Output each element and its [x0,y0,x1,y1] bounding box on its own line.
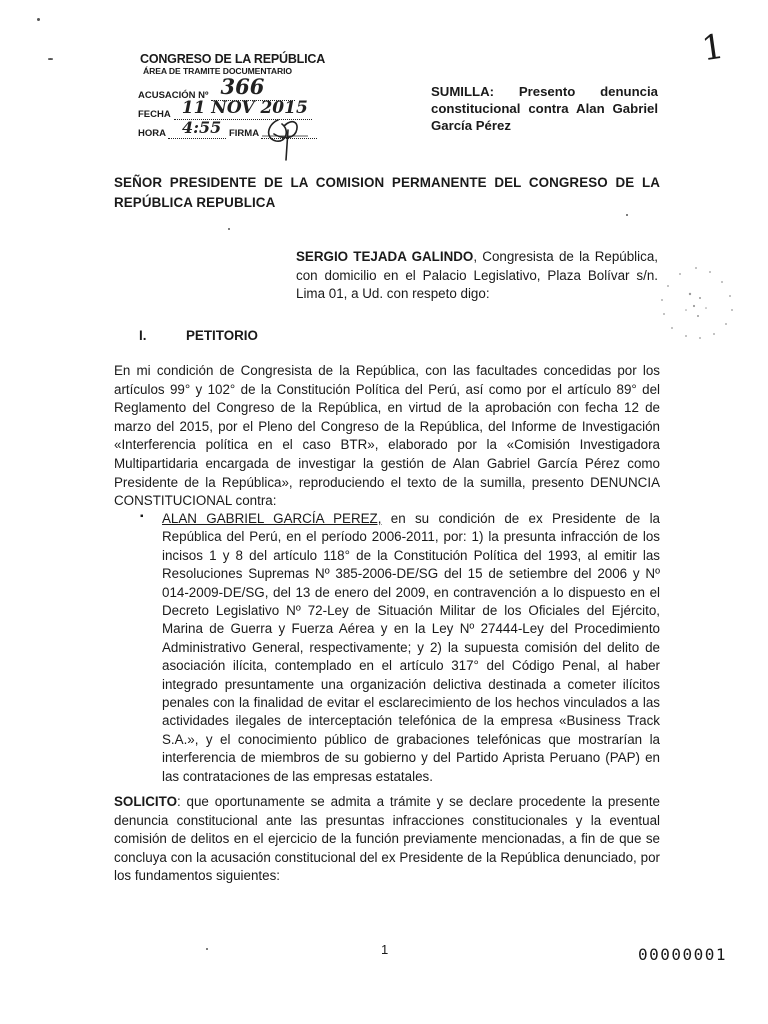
document-serial: 00000001 [638,945,728,964]
sender-intro [296,248,658,304]
faint-seal [650,258,742,348]
stamp-acusacion-value: 366 [220,74,265,99]
handwritten-page-mark: 1 [699,26,727,70]
sumilla-label: SUMILLA: [431,84,494,99]
section-title: PETITORIO [186,328,258,343]
bullet-marker: ▪ [140,511,144,522]
petitorio-paragraph: En mi condición de Congresista de la República, con las facultades concedidas por los artículos 99° y 102° de la Constitución Política del Perú, así como por el artículo 89° del Reglamento del Congreso de la República, en virtud de la aprobación con fecha 12 de marzo del 2015, por el Pleno del Congreso de la República, del Informe de Investigación «Interferencia política en el caso BTR», elaborado por la «Comisión Investigadora Multipartidaria encargada de investigar la gestión de Alan Gabriel García Pérez como Presidente de la República», reproduciendo el texto de la sumilla, presento DENUNCIA CONSTITUCIONAL contra: [114,363,660,509]
page-number: 1 [381,942,389,957]
stamp-institution: CONGRESO DE LA REPÚBLICA [140,52,326,66]
stamp-acusacion-label: ACUSACIÓN Nº [138,90,209,101]
solicito-paragraph [114,793,660,886]
solicito-text: : que oportunamente se admita a trámite y se declare procedente la presente denuncia constitucional ante las presuntas infracciones constitucionales y la eventual comisión de delitos en el ejercicio de la función previamente mencionadas, a fin de que se concluya con la acusación constitucional del ex Presidente de la República denunciado, por los fundamentos siguientes: [114,794,660,884]
scan-speck [206,948,208,950]
stamp-hora-label: HORA [138,128,166,139]
scan-speck [37,18,40,21]
scan-speck [228,228,230,230]
stamp-hora-value: 4:55 [181,118,222,137]
stamp-fecha-value: 11 NOV 2015 [181,98,308,118]
section-number: I. [139,328,147,343]
sender-name: SERGIO TEJADA GALINDO [296,249,474,264]
sender-intro-text: , Congresista de la República, con domicilio en el Palacio Legislativo, Plaza Bolívar s/n. Lima 01, a Ud. con respeto digo: [296,249,658,301]
solicito-label: SOLICITO [114,794,177,809]
accused-name: ALAN GABRIEL GARCÍA PEREZ, [162,511,382,526]
sumilla-text: Presento denuncia constitucional contra Alan Gabriel García Pérez [431,84,658,133]
bullet-item [162,510,660,786]
scan-speck [626,214,628,216]
handwritten-signature [250,114,320,166]
scan-speck [48,58,53,60]
stamp-fecha-label: FECHA [138,109,171,120]
sumilla-block [431,83,658,134]
addressee-heading: SEÑOR PRESIDENTE DE LA COMISION PERMANENTE DEL CONGRESO DE LA REPÚBLICA REPUBLICA [114,175,660,210]
stamp-firma-label: FIRMA [228,128,260,139]
bullet-item-text: en su condición de ex Presidente de la República del Perú, en el período 2006-2011, por: 1) la presunta infracción de los incisos 1 y 8 del artículo 118° de la Constitución Política del 1993, al emitir las Resoluciones Supremas Nº 385-2006-DE/SG del 15 de setiembre del 2006 y Nº 014-2009-DE/SG, del 13 de enero del 2009, en contravención a lo dispuesto en el Decreto Legislativo Nº 72-Ley de Situación Militar de los Oficiales del Ejército, Marina de Guerra y Fuerza Aérea y en la Ley Nº 27444-Ley del Procedimiento Administrativo General, respectivamente; y 2) la supuesta comisión del delito de asociación ilícita, contemplado en el artículo 317° del Código Penal, al haber integrado presuntamente una organización delictiva destinada a cometer ilícitos penales con la finalidad de evitar el esclarecimiento de los hechos vinculados a las actividades ilegales de interceptación telefónica de la empresa «Business Track S.A.», y el conocimiento público de grabaciones telefónicas que mostrarían la interferencia de miembros de su gobierno y del Partido Aprista Peruano (PAP) en las contrataciones de las empresas estatales. [162,511,660,784]
stamp-area: ÁREA DE TRAMITE DOCUMENTARIO [143,66,293,76]
stamp-hora-line [168,118,226,139]
